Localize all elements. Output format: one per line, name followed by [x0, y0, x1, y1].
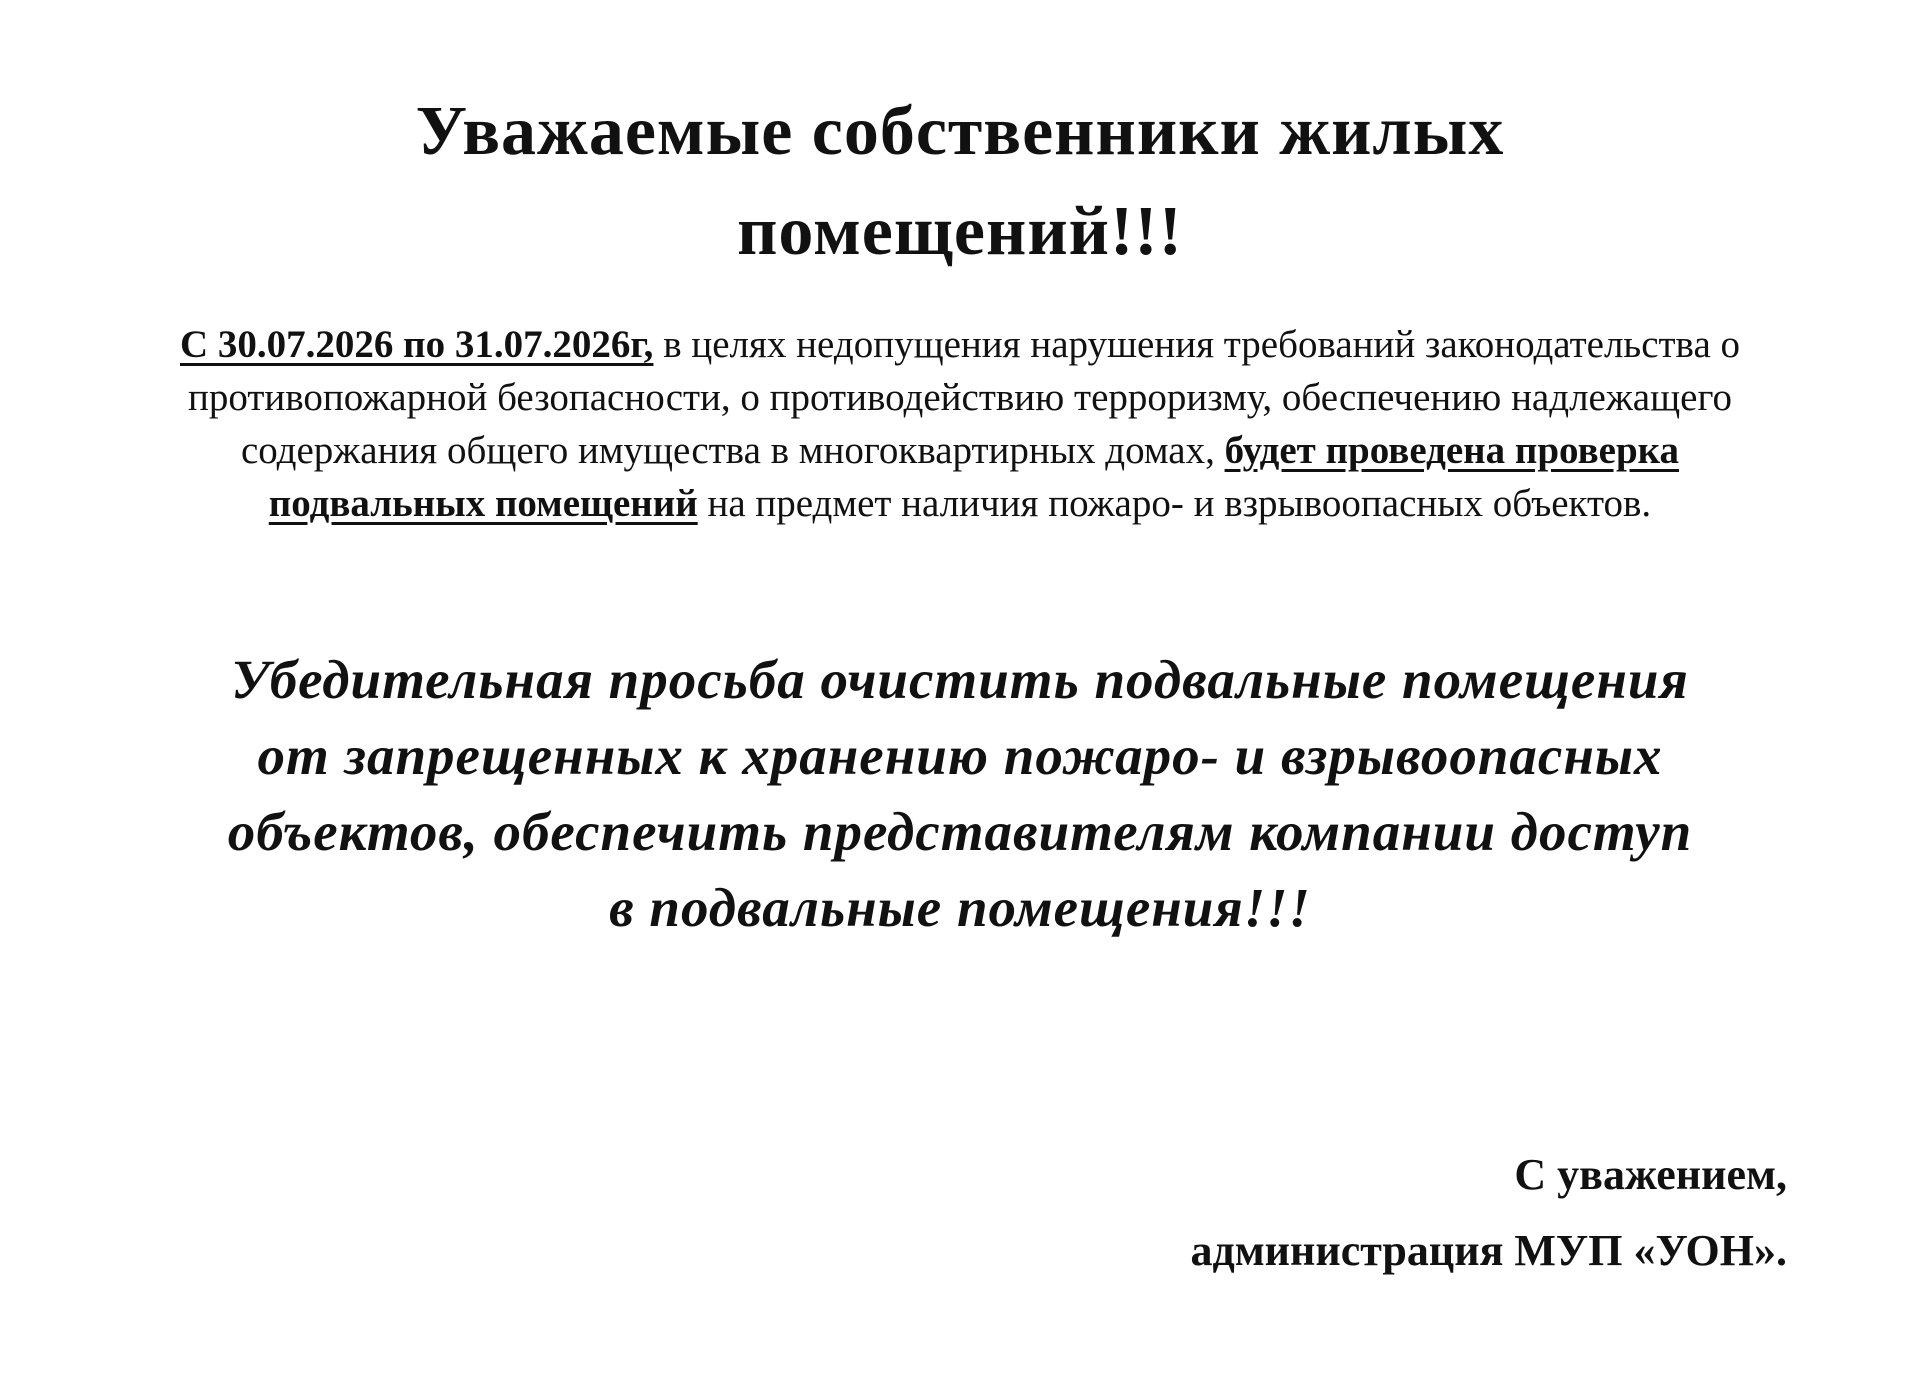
inspection-statement: будет проведена проверка подвальных помещений: [268, 429, 1680, 525]
signature-organization: администрация МУП «УОН».: [1190, 1226, 1787, 1275]
inspection-dates: С 30.07.2026 по 31.07.2026г,: [179, 323, 654, 366]
notice-title: [0, 82, 1920, 282]
appeal-line: объектов, обеспечить представителям компании доступ: [227, 801, 1693, 862]
notice-body-text: на предмет наличия пожаро- и взрывоопасных объектов.: [697, 482, 1652, 525]
notice-title-line: Уважаемые собственники жилых: [415, 93, 1505, 170]
notice-body-text: в целях недопущения нарушения требований законодательства о противопожарной безопасности, о противодействию терроризму, обеспечению надлежащего содержания общего имущества в многоквартирных домах,: [188, 323, 1741, 472]
appeal-line: Убедительная просьба очистить подвальные помещения: [231, 649, 1689, 710]
notice-body: [130, 318, 1790, 530]
appeal-text: [90, 642, 1830, 946]
signature-greeting: С уважением,: [1514, 1150, 1787, 1199]
signature: [1190, 1137, 1787, 1289]
appeal-line: в подвальные помещения!!!: [609, 877, 1311, 938]
notice-title-line: помещений!!!: [737, 193, 1183, 270]
appeal-line: от запрещенных к хранению пожаро- и взрывоопасных: [257, 725, 1663, 786]
